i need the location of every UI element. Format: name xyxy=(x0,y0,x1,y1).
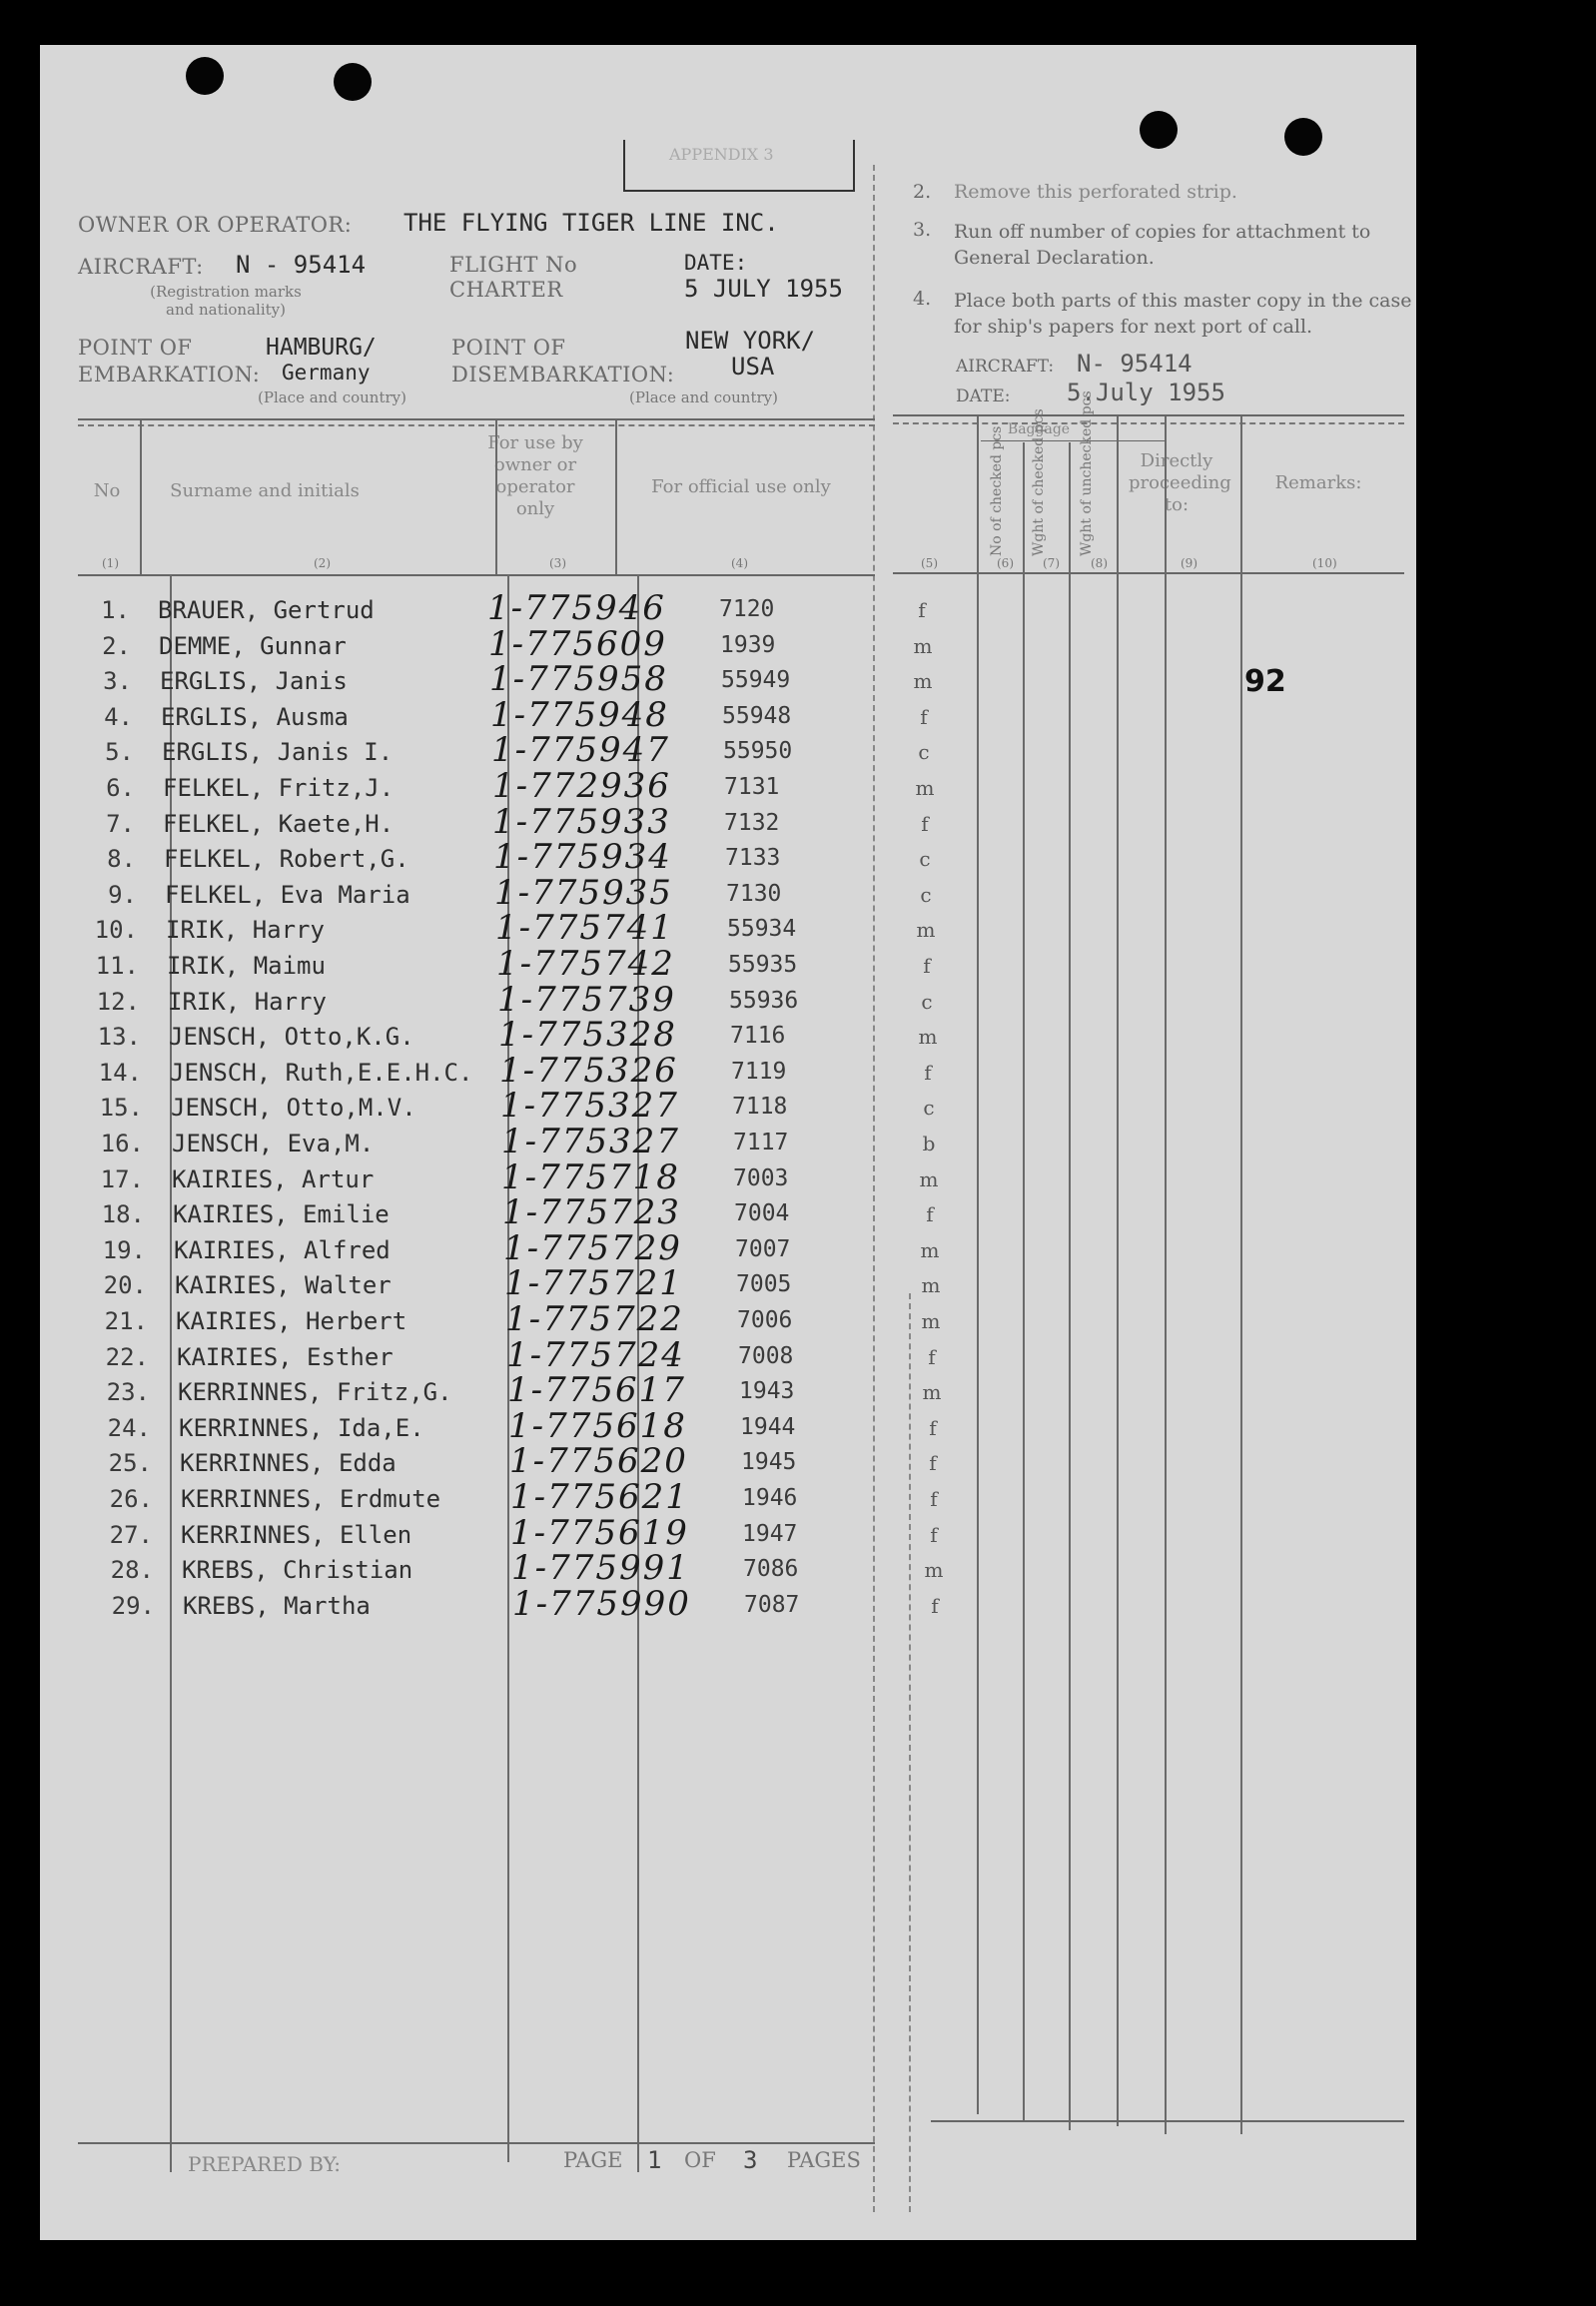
passenger-name: KERRINNES, Erdmute xyxy=(181,1485,441,1513)
sex-code: m xyxy=(919,1167,939,1191)
record-number: 7007 xyxy=(735,1236,791,1262)
row-number: 14. xyxy=(98,1059,142,1087)
passenger-name: KERRINNES, Ida,E. xyxy=(179,1414,424,1442)
ticket-number-handwritten: 1-775721 xyxy=(504,1263,683,1303)
ticket-number-handwritten: 1-775619 xyxy=(510,1513,689,1553)
passenger-name: DEMME, Gunnar xyxy=(159,632,347,660)
record-number: 7006 xyxy=(737,1307,793,1333)
passenger-name: FELKEL, Eva Maria xyxy=(165,881,410,909)
col-header-official: For official use only xyxy=(651,476,831,497)
record-number: 1943 xyxy=(739,1378,795,1404)
instruction-num: 4. xyxy=(913,288,932,310)
passenger-name: ERGLIS, Janis I. xyxy=(162,738,394,766)
col-header-directly: Directly proceeding to: xyxy=(1129,450,1231,515)
registration-note: (Registration marks and nationality) xyxy=(150,283,302,319)
col-header-remarks: Remarks: xyxy=(1274,472,1362,493)
col-num: (2) xyxy=(314,556,331,570)
row-number: 27. xyxy=(109,1521,153,1549)
sex-code: f xyxy=(929,1451,937,1475)
table-row xyxy=(40,1370,1416,1418)
row-number: 20. xyxy=(103,1271,147,1299)
instruction-text: Remove this perforated strip. xyxy=(954,181,1237,203)
row-number: 4. xyxy=(104,703,133,731)
col-num: (9) xyxy=(1181,556,1197,570)
page-number: 1 xyxy=(647,2146,662,2174)
header-rule xyxy=(78,424,875,426)
row-number: 1. xyxy=(101,596,130,624)
passenger-name: KAIRIES, Emilie xyxy=(173,1200,390,1228)
table-row xyxy=(40,1051,1416,1099)
table-row xyxy=(40,1299,1416,1347)
row-number: 5. xyxy=(105,738,134,766)
ticket-number-handwritten: 1-775723 xyxy=(502,1192,681,1232)
col-num: (1) xyxy=(102,556,119,570)
row-number: 16. xyxy=(100,1130,144,1157)
record-number: 7119 xyxy=(731,1059,787,1085)
row-number: 19. xyxy=(102,1236,146,1264)
col-header-wght-unchecked: Wght of unchecked pcs xyxy=(1079,390,1095,556)
sex-code: f xyxy=(930,1487,938,1511)
row-number: 18. xyxy=(101,1200,145,1228)
passenger-name: FELKEL, Robert,G. xyxy=(164,845,409,873)
table-row xyxy=(40,944,1416,992)
sex-code: m xyxy=(916,918,936,942)
passenger-name: FELKEL, Fritz,J. xyxy=(163,774,395,802)
ticket-number-handwritten: 1-775958 xyxy=(489,659,668,699)
table-row xyxy=(40,980,1416,1028)
sex-code: f xyxy=(929,1416,937,1440)
row-number: 17. xyxy=(100,1165,144,1193)
table-row xyxy=(40,1015,1416,1063)
record-number: 7008 xyxy=(738,1343,794,1369)
sex-code: f xyxy=(928,1345,936,1369)
instruction-text: Place both parts of this master copy in the case for ship's papers for next port of call. xyxy=(954,290,1412,338)
ticket-number-handwritten: 1-775724 xyxy=(506,1335,685,1375)
passenger-name: JENSCH, Eva,M. xyxy=(172,1130,375,1157)
sex-code: c xyxy=(920,883,932,907)
of-label: OF xyxy=(684,2148,716,2172)
embark-value-1: HAMBURG/ xyxy=(266,335,377,361)
disembark-place-note: (Place and country) xyxy=(629,388,778,406)
record-number: 7087 xyxy=(744,1592,800,1618)
sex-code: b xyxy=(922,1132,936,1155)
record-number: 1939 xyxy=(720,632,776,658)
record-number: 7005 xyxy=(736,1271,792,1297)
ticket-number-handwritten: 1-775609 xyxy=(488,624,667,664)
punch-hole xyxy=(1140,111,1178,149)
record-number: 7117 xyxy=(733,1130,789,1155)
row-number: 7. xyxy=(106,810,135,838)
page-total: 3 xyxy=(743,2146,758,2174)
sex-code: f xyxy=(923,954,931,978)
table-row xyxy=(40,1086,1416,1134)
embark-place-note: (Place and country) xyxy=(258,388,406,406)
punch-hole xyxy=(186,57,224,95)
record-number: 55950 xyxy=(723,738,793,764)
table-row xyxy=(40,1406,1416,1454)
ticket-number-handwritten: 1-775328 xyxy=(498,1015,677,1055)
flight-label: FLIGHT No xyxy=(449,253,578,277)
baggage-rule xyxy=(981,440,1165,441)
ticket-number-handwritten: 1-775617 xyxy=(507,1370,686,1410)
row-number: 28. xyxy=(110,1556,154,1584)
ticket-number-handwritten: 1-775946 xyxy=(487,588,666,628)
col-num: (10) xyxy=(1312,556,1337,570)
table-header-rule xyxy=(78,574,875,576)
sex-code: m xyxy=(920,1238,940,1262)
record-number: 7131 xyxy=(724,774,780,800)
col-line xyxy=(495,420,497,574)
punch-hole xyxy=(1284,118,1322,156)
embark-value-2: Germany xyxy=(282,361,371,384)
passenger-name: KAIRIES, Esther xyxy=(177,1343,394,1371)
record-number: 1947 xyxy=(742,1521,798,1547)
sex-code: f xyxy=(930,1523,938,1547)
passenger-name: ERGLIS, Ausma xyxy=(161,703,349,731)
ticket-number-handwritten: 1-775729 xyxy=(503,1228,682,1268)
passenger-name: JENSCH, Ruth,E.E.H.C. xyxy=(170,1059,473,1087)
record-number: 7132 xyxy=(724,810,780,836)
row-number: 9. xyxy=(108,881,137,909)
col-header-no: No xyxy=(93,480,121,501)
header-rule xyxy=(78,418,875,420)
col-num: (8) xyxy=(1091,556,1108,570)
passenger-name: IRIK, Harry xyxy=(166,916,325,944)
passenger-name: KERRINNES, Fritz,G. xyxy=(178,1378,452,1406)
ticket-number-handwritten: 1-775718 xyxy=(501,1157,680,1197)
passenger-name: IRIK, Harry xyxy=(168,988,327,1016)
record-number: 1946 xyxy=(742,1485,798,1511)
sex-code: m xyxy=(921,1273,941,1297)
row-number: 12. xyxy=(96,988,140,1016)
ticket-number-handwritten: 1-772936 xyxy=(492,766,671,806)
table-header-rule xyxy=(893,572,1404,574)
ticket-number-handwritten: 1-775618 xyxy=(508,1406,687,1446)
ticket-number-handwritten: 1-775620 xyxy=(509,1441,688,1481)
record-number: 7133 xyxy=(725,845,781,871)
ticket-number-handwritten: 1-775948 xyxy=(490,695,669,735)
ticket-number-handwritten: 1-775935 xyxy=(494,873,673,913)
pages-label: PAGES xyxy=(787,2148,861,2172)
table-row xyxy=(40,659,1416,707)
record-number: 7003 xyxy=(733,1165,789,1191)
row-number: 15. xyxy=(99,1094,143,1122)
table-row xyxy=(40,1548,1416,1596)
passenger-name: KAIRIES, Alfred xyxy=(174,1236,391,1264)
sex-code: m xyxy=(913,669,933,693)
disembark-value-2: USA xyxy=(731,353,775,381)
sex-code: m xyxy=(915,776,935,800)
record-number: 7120 xyxy=(719,596,775,622)
disembark-label: POINT OF DISEMBARKATION: xyxy=(451,336,675,386)
record-number: 7116 xyxy=(730,1023,786,1049)
passenger-name: KAIRIES, Herbert xyxy=(176,1307,407,1335)
record-number: 55935 xyxy=(728,952,798,978)
row-number: 24. xyxy=(107,1414,151,1442)
record-number: 7086 xyxy=(743,1556,799,1582)
record-number: 55948 xyxy=(722,703,792,729)
record-number: 1944 xyxy=(740,1414,796,1440)
col-num: (6) xyxy=(997,556,1014,570)
table-row xyxy=(40,873,1416,921)
sex-code: f xyxy=(931,1594,939,1618)
record-number: 55949 xyxy=(721,667,791,693)
date-label: DATE: xyxy=(684,251,748,275)
col-num: (7) xyxy=(1043,556,1060,570)
owner-label: OWNER OR OPERATOR: xyxy=(78,213,353,237)
table-row xyxy=(40,588,1416,636)
ticket-number-handwritten: 1-775991 xyxy=(511,1548,690,1588)
prepared-by-label: PREPARED BY: xyxy=(188,2152,342,2176)
instruction-num: 2. xyxy=(913,181,932,203)
col-header-baggage: Baggage xyxy=(1007,421,1071,437)
col-line xyxy=(615,420,617,574)
col-header-surname: Surname and initials xyxy=(170,480,360,501)
passenger-name: KREBS, Martha xyxy=(183,1592,371,1620)
header-rule xyxy=(893,414,1404,416)
ticket-number-handwritten: 1-775327 xyxy=(500,1086,679,1126)
ticket-number-handwritten: 1-775327 xyxy=(501,1122,680,1161)
col-header-wght-checked: Wght of checked pcs xyxy=(1031,408,1047,556)
ticket-number-handwritten: 1-775934 xyxy=(493,837,672,877)
row-number: 13. xyxy=(97,1023,141,1051)
table-row xyxy=(40,1441,1416,1489)
row-number: 23. xyxy=(106,1378,150,1406)
row-number: 6. xyxy=(106,774,135,802)
aircraft-value: N - 95414 xyxy=(236,251,367,279)
table-row xyxy=(40,1335,1416,1383)
punch-hole xyxy=(334,63,372,101)
record-number: 7004 xyxy=(734,1200,790,1226)
passenger-name: FELKEL, Kaete,H. xyxy=(163,810,395,838)
flight-value: CHARTER xyxy=(449,278,563,302)
manifest-sheet xyxy=(40,45,1416,2240)
row-number: 25. xyxy=(108,1449,152,1477)
sex-code: c xyxy=(919,847,931,871)
table-row xyxy=(40,1263,1416,1311)
record-number: 7130 xyxy=(726,881,782,907)
strip-aircraft-value: N- 95414 xyxy=(1077,350,1193,378)
table-row xyxy=(40,1513,1416,1561)
col-num: (3) xyxy=(549,556,566,570)
row-number: 26. xyxy=(109,1485,153,1513)
footer-rule xyxy=(78,2142,875,2144)
sex-code: m xyxy=(924,1558,944,1582)
table-row xyxy=(40,1584,1416,1632)
sex-code: f xyxy=(918,598,926,622)
sex-code: f xyxy=(921,812,929,836)
col-header-checked: No of checked pcs xyxy=(989,425,1005,556)
table-row xyxy=(40,730,1416,778)
row-number: 2. xyxy=(102,632,131,660)
sex-code: f xyxy=(920,705,928,729)
passenger-name: ERGLIS, Janis xyxy=(160,667,348,695)
ticket-number-handwritten: 1-775990 xyxy=(512,1584,691,1624)
sex-code: m xyxy=(922,1380,942,1404)
row-number: 8. xyxy=(107,845,136,873)
row-number: 11. xyxy=(95,952,139,980)
table-row xyxy=(40,1477,1416,1525)
embark-label: POINT OF EMBARKATION: xyxy=(78,336,261,386)
sex-code: f xyxy=(924,1061,932,1085)
passenger-name: KERRINNES, Ellen xyxy=(181,1521,412,1549)
row-number: 3. xyxy=(103,667,132,695)
sex-code: f xyxy=(926,1202,934,1226)
sex-code: c xyxy=(923,1096,935,1120)
passenger-name: JENSCH, Otto,M.V. xyxy=(171,1094,416,1122)
row-number: 10. xyxy=(94,916,138,944)
ticket-number-handwritten: 1-775742 xyxy=(496,944,675,984)
table-row xyxy=(40,1192,1416,1240)
sex-code: c xyxy=(921,990,933,1014)
ticket-number-handwritten: 1-775621 xyxy=(510,1477,689,1517)
table-row xyxy=(40,766,1416,814)
table-row xyxy=(40,1157,1416,1205)
page-label: PAGE xyxy=(563,2148,623,2172)
sex-code: m xyxy=(913,634,933,658)
aircraft-label: AIRCRAFT: xyxy=(78,255,204,279)
ticket-number-handwritten: 1-775739 xyxy=(497,980,676,1020)
table-row xyxy=(40,908,1416,956)
col-num: (5) xyxy=(921,556,938,570)
strip-aircraft-label: AIRCRAFT: xyxy=(956,357,1055,377)
col-header-owner-use: For use by owner or operator only xyxy=(487,432,583,519)
passenger-name: KAIRIES, Artur xyxy=(172,1165,375,1193)
ticket-number-handwritten: 1-775326 xyxy=(499,1051,678,1091)
remark-mark: 92 xyxy=(1244,664,1286,699)
owner-value: THE FLYING TIGER LINE INC. xyxy=(403,209,779,237)
passenger-name: KREBS, Christian xyxy=(182,1556,413,1584)
ticket-number-handwritten: 1-775947 xyxy=(491,730,670,770)
disembark-value-1: NEW YORK/ xyxy=(685,327,816,355)
table-row xyxy=(40,1122,1416,1169)
passenger-name: KERRINNES, Edda xyxy=(180,1449,397,1477)
sex-code: m xyxy=(918,1025,938,1049)
instruction-num: 3. xyxy=(913,219,932,241)
record-number: 55936 xyxy=(729,988,799,1014)
row-number: 21. xyxy=(104,1307,148,1335)
sex-code: m xyxy=(921,1309,941,1333)
ticket-number-handwritten: 1-775741 xyxy=(495,908,674,948)
row-number: 22. xyxy=(105,1343,149,1371)
strip-date-label: DATE: xyxy=(956,386,1011,406)
table-row xyxy=(40,802,1416,850)
table-row xyxy=(40,695,1416,743)
record-number: 1945 xyxy=(741,1449,797,1475)
passenger-name: IRIK, Maimu xyxy=(167,952,326,980)
sex-code: c xyxy=(918,740,930,764)
record-number: 55934 xyxy=(727,916,797,942)
passenger-name: BRAUER, Gertrud xyxy=(158,596,375,624)
ticket-number-handwritten: 1-775933 xyxy=(492,802,671,842)
strip-date-value: 5.July 1955 xyxy=(1067,379,1225,406)
appendix-label: APPENDIX 3 xyxy=(669,145,774,164)
passenger-name: KAIRIES, Walter xyxy=(175,1271,392,1299)
record-number: 7118 xyxy=(732,1094,788,1120)
col-num: (4) xyxy=(731,556,748,570)
instruction-text: Run off number of copies for attachment to General Declaration. xyxy=(954,221,1371,269)
col-line xyxy=(140,420,142,574)
table-row xyxy=(40,624,1416,672)
table-row xyxy=(40,837,1416,885)
table-row xyxy=(40,1228,1416,1276)
date-value: 5 JULY 1955 xyxy=(684,275,843,303)
footer-rule xyxy=(931,2120,1404,2122)
row-number: 29. xyxy=(111,1592,155,1620)
ticket-number-handwritten: 1-775722 xyxy=(505,1299,684,1339)
passenger-name: JENSCH, Otto,K.G. xyxy=(169,1023,414,1051)
